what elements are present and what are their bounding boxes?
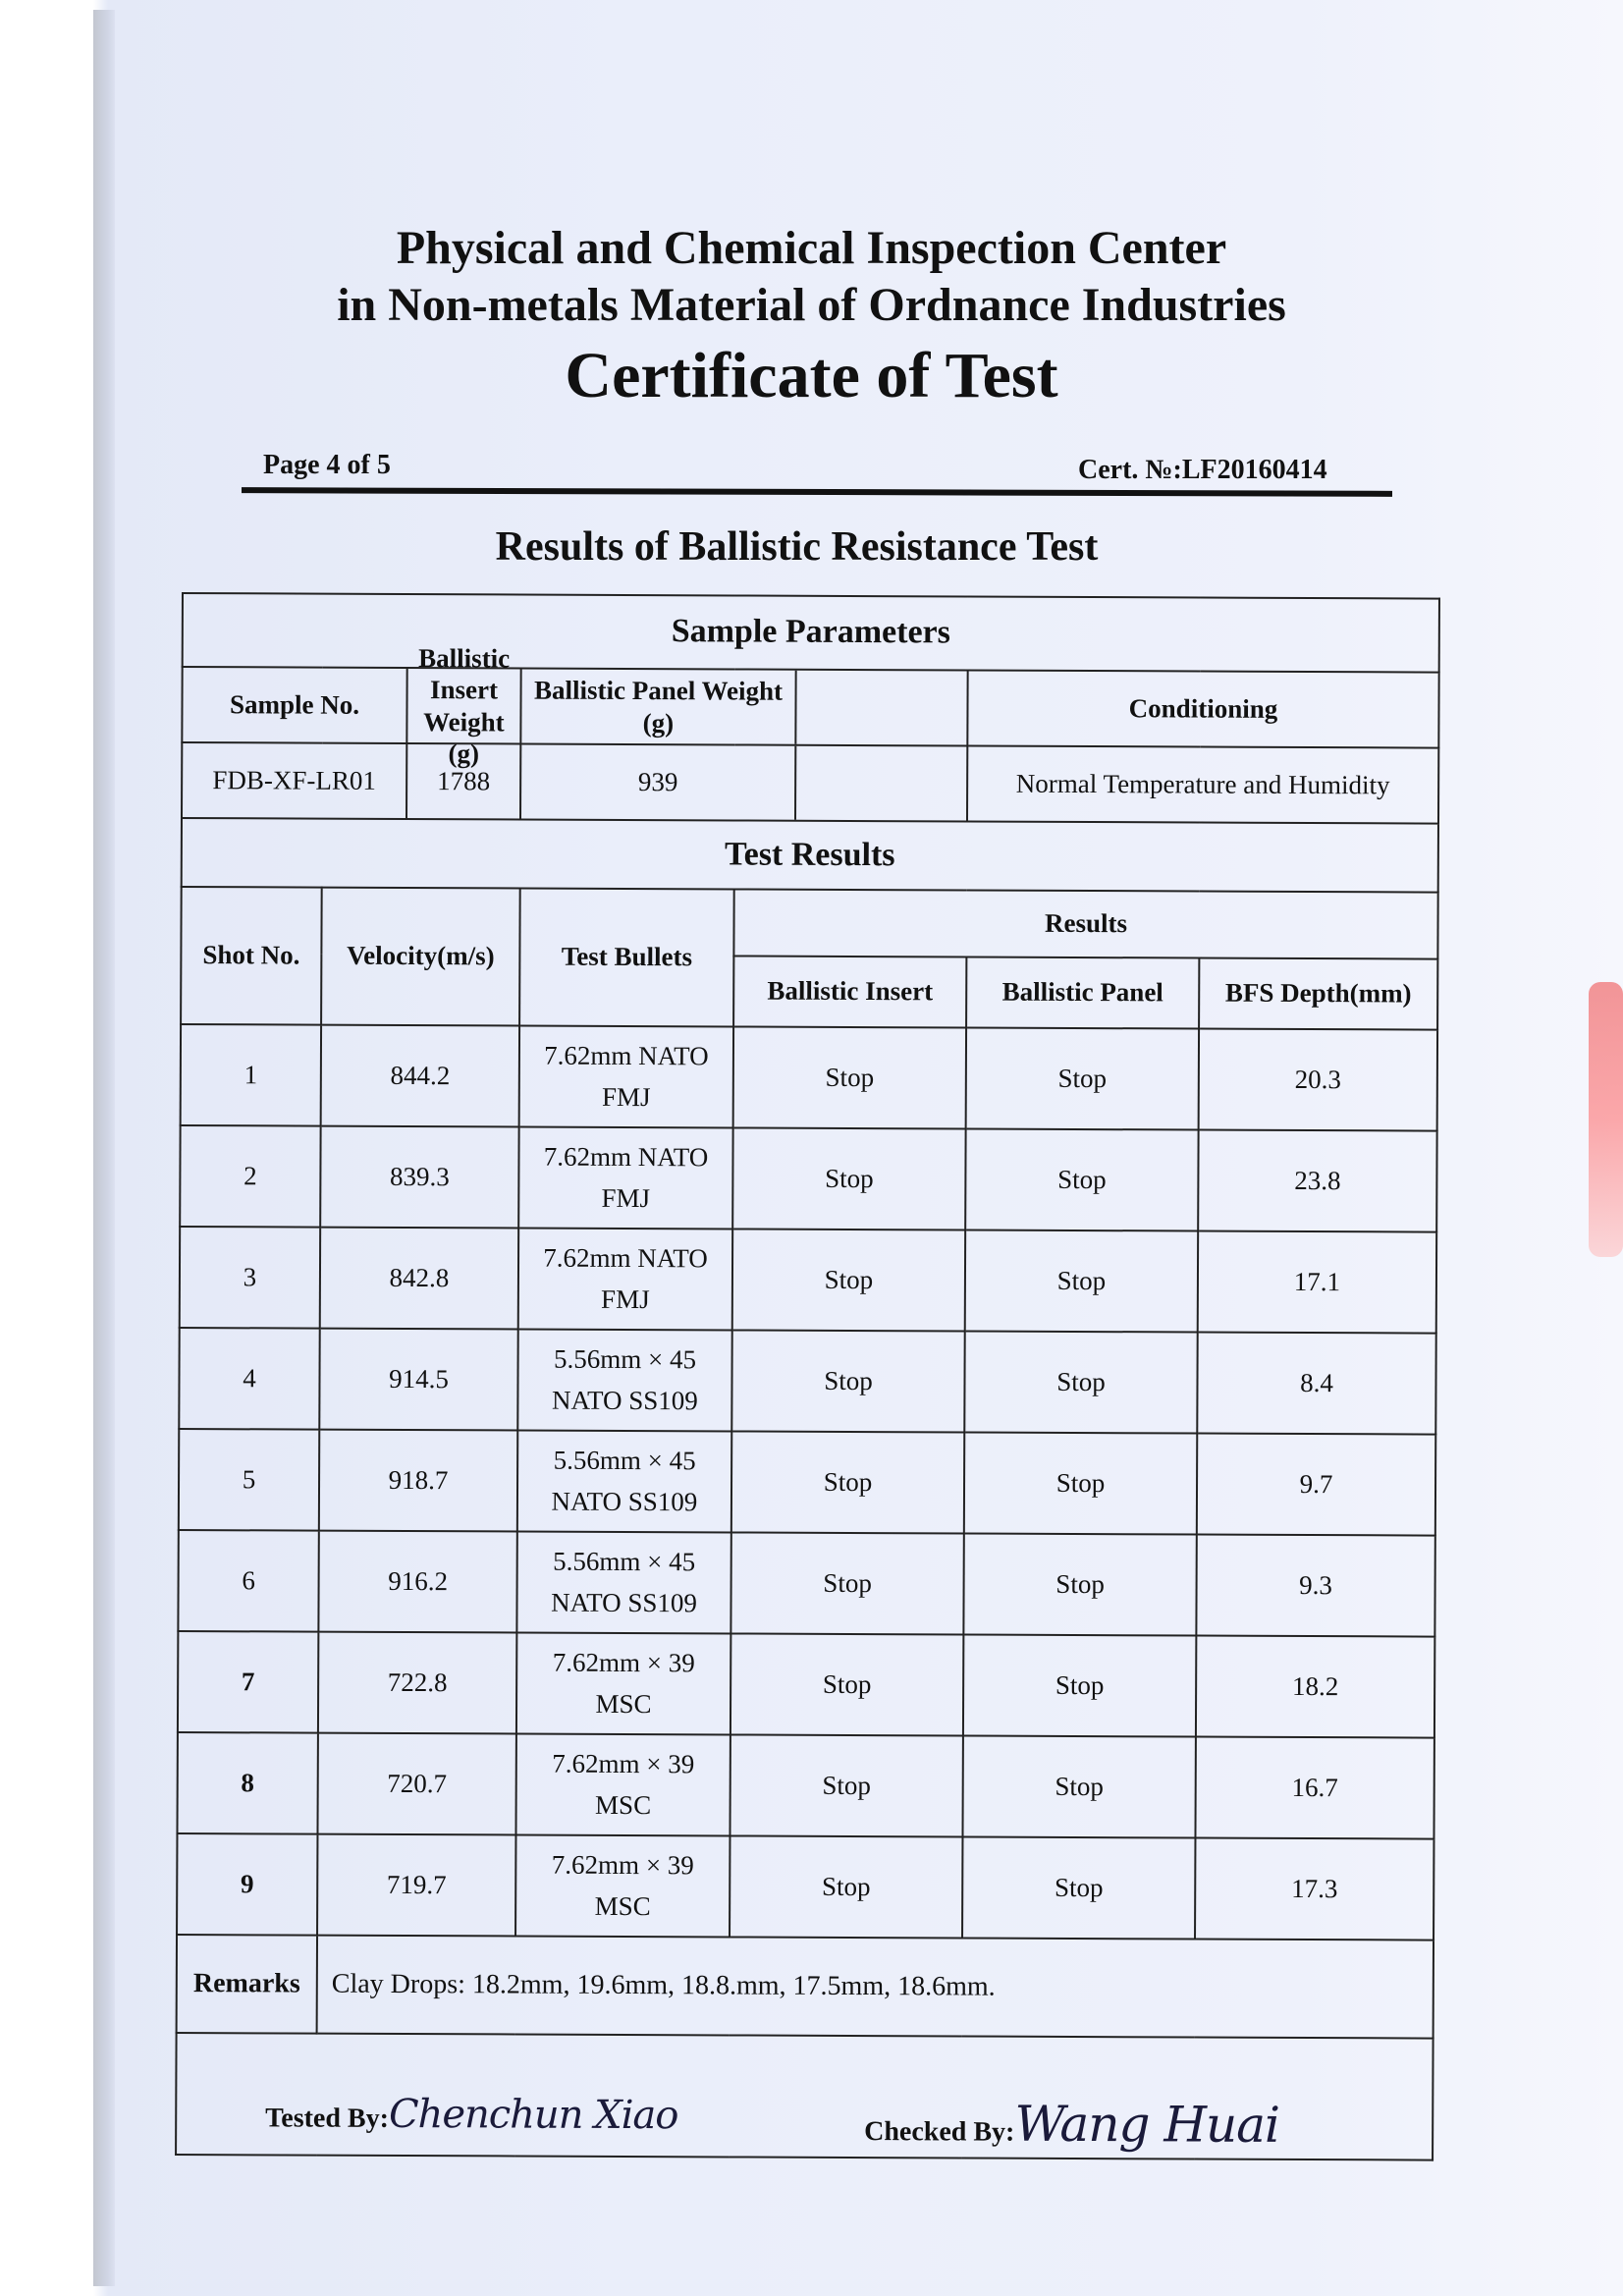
test-bullet-line: FMJ [601,1182,651,1213]
sample-values-row [182,742,1438,824]
insert-weight-header: Ballistic Insert Weight (g) [418,642,511,769]
test-bullet-line: 7.62mm NATO [543,1242,708,1274]
shot-no-header: Shot No. [181,887,322,1025]
bfs-depth-cell: 16.7 [1195,1737,1434,1839]
velocity-cell: 722.8 [318,1632,516,1734]
test-bullet-line: 5.56mm × 45 [554,1343,697,1374]
org-line-1: Physical and Chemical Inspection Center [396,222,1227,274]
table-row [181,1024,1437,1131]
remarks-text: Clay Drops: 18.2mm, 19.6mm, 18.8.mm, 17.5mm, 18.6mm. [317,1936,1434,2039]
results-table [175,592,1440,2161]
remarks-row [177,1935,1434,2039]
panel-result-cell: Stop [965,1128,1198,1230]
test-bullet-line: 7.62mm NATO [544,1040,709,1071]
test-bullet-line: NATO SS109 [551,1587,697,1617]
page-number: Page 4 of 5 [263,450,391,480]
test-bullet-line: NATO SS109 [551,1486,698,1516]
signature-row [176,2033,1434,2160]
test-bullet-line: 5.56mm × 45 [553,1445,696,1475]
sample-no-header: Sample No. [183,668,407,742]
red-stamp-fragment [1589,982,1623,1257]
shot-no-cell: 6 [178,1530,318,1632]
test-bullet-line: 7.62mm × 39 [552,1748,695,1778]
shot-no-cell: 8 [177,1732,317,1834]
shot-no-cell: 7 [178,1631,318,1733]
test-bullet-line: FMJ [601,1284,650,1314]
bfs-depth-cell: 20.3 [1199,1029,1437,1131]
insert-weight-value: 1788 [437,765,491,795]
cert-number: Cert. №:LF20160414 [1078,455,1327,485]
shot-no-cell: 2 [180,1125,320,1228]
velocity-cell: 839.3 [320,1126,518,1229]
bfs-header: BFS Depth(mm) [1199,958,1437,1030]
test-bullet-line: 5.56mm × 45 [553,1546,696,1576]
shot-no-cell: 4 [179,1328,319,1430]
panel-weight-header: Ballistic Panel Weight (g) [521,670,796,744]
velocity-cell: 719.7 [317,1834,515,1937]
checked-by-signature: Wang Huai [1014,2095,1280,2154]
test-bullet-line: NATO SS109 [551,1385,698,1415]
insert-result-cell: Stop [732,1229,965,1331]
bullets-header: Test Bullets [519,889,734,1027]
velocity-cell: 918.7 [319,1430,517,1532]
insert-result-cell: Stop [730,1835,962,1938]
shot-no-cell: 5 [179,1429,319,1531]
conditioning-value: Normal Temperature and Humidity [967,745,1438,823]
test-bullet-line: MSC [594,1890,651,1921]
bfs-depth-cell: 17.3 [1195,1838,1434,1941]
tested-by-signature: Chenchun Xiao [388,2091,678,2139]
shot-no-cell: 1 [181,1024,321,1126]
insert-header: Ballistic Insert [733,956,966,1027]
insert-result-cell: Stop [731,1431,964,1533]
test-bullet-cell [517,1431,731,1533]
panel-result-cell: Stop [963,1533,1196,1635]
panel-result-cell: Stop [962,1735,1195,1837]
conditioning-header: Conditioning [967,670,1438,747]
test-results-title: Test Results [182,818,1438,893]
table-row [177,1833,1434,1941]
test-bullet-line: 7.62mm NATO [543,1141,709,1173]
test-bullet-cell [516,1532,730,1634]
test-bullet-cell [518,1229,732,1331]
velocity-cell: 842.8 [320,1228,518,1330]
bfs-depth-cell: 18.2 [1196,1636,1434,1738]
velocity-header: Velocity(m/s) [321,888,520,1026]
sample-header-row [182,667,1438,748]
panel-result-cell: Stop [964,1432,1197,1534]
test-bullet-cell [516,1632,730,1734]
table-row [180,1227,1436,1334]
tested-by [265,2083,677,2146]
header-rule [242,487,1392,497]
bfs-depth-cell: 9.3 [1196,1535,1434,1637]
velocity-cell: 844.2 [321,1025,519,1127]
test-bullet-cell [515,1834,730,1937]
test-bullet-line: MSC [595,1789,652,1820]
test-bullet-line: FMJ [601,1081,651,1112]
panel-header: Ballistic Panel [966,957,1199,1028]
insert-result-cell: Stop [733,1026,966,1128]
test-bullet-cell [517,1330,731,1432]
bfs-depth-cell: 9.7 [1197,1434,1435,1536]
velocity-cell: 720.7 [317,1733,515,1835]
insert-result-cell: Stop [730,1734,962,1836]
section-title: Results of Ballistic Resistance Test [495,524,1099,570]
tested-by-label: Tested By: [265,2103,390,2134]
test-bullet-line: MSC [595,1688,652,1719]
checked-by-label: Checked By: [864,2116,1015,2148]
sample-parameters-title: Sample Parameters [183,593,1439,673]
test-bullet-line: 7.62mm × 39 [551,1849,694,1880]
test-bullet-cell [519,1026,733,1128]
test-bullet-cell [515,1733,730,1835]
test-bullet-line: 7.62mm × 39 [552,1647,695,1677]
insert-result-cell: Stop [730,1532,963,1634]
insert-result-cell: Stop [730,1633,963,1735]
remarks-label: Remarks [177,1935,317,2034]
panel-result-cell: Stop [963,1634,1196,1736]
document-title: Certificate of Test [565,340,1058,411]
table-row [180,1125,1436,1232]
org-line-2: in Non-metals Material of Ordnance Industries [337,279,1286,331]
bfs-depth-cell: 17.1 [1198,1231,1436,1334]
table-row [179,1328,1435,1435]
table-row [178,1530,1434,1637]
shot-no-cell: 9 [177,1833,317,1936]
test-bullet-cell [518,1127,732,1230]
panel-result-cell: Stop [962,1836,1195,1939]
sample-no-value: FDB-XF-LR01 [183,743,407,818]
insert-result-cell: Stop [731,1330,964,1432]
velocity-cell: 914.5 [319,1329,517,1431]
shot-no-cell: 3 [180,1227,320,1329]
bfs-depth-cell: 23.8 [1198,1130,1436,1232]
bfs-depth-cell: 8.4 [1197,1333,1435,1435]
velocity-cell: 916.2 [318,1531,516,1633]
panel-result-cell: Stop [965,1230,1198,1332]
panel-result-cell: Stop [964,1331,1197,1433]
table-row [177,1732,1434,1839]
insert-result-cell: Stop [732,1127,965,1230]
results-header: Results [733,889,1437,958]
panel-weight-value: 939 [521,745,796,820]
panel-result-cell: Stop [966,1027,1199,1129]
table-row [178,1631,1434,1738]
table-row [179,1429,1435,1536]
checked-by [864,2086,1279,2163]
